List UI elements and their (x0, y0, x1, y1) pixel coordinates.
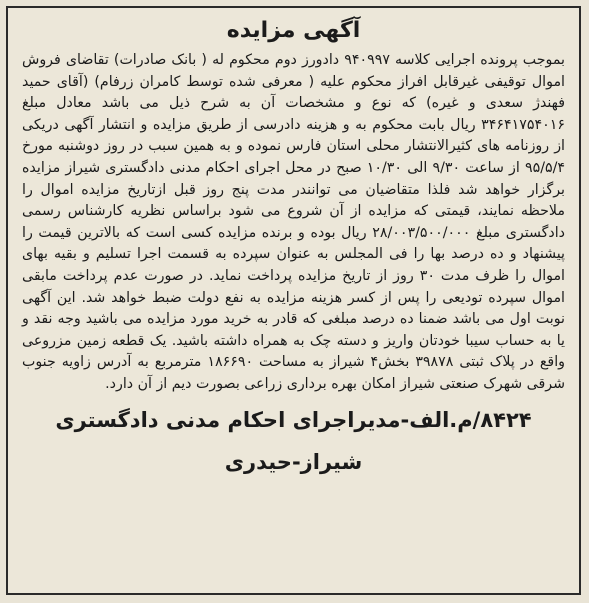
notice-signature-line: ۸۴۲۴/م.الف-مدیراجرای احکام مدنی دادگستری (55, 407, 532, 432)
notice-body: بموجب پرونده اجرایی کلاسه ۹۴۰۹۹۷ دادورز دوم محکوم له ( بانک صادرات) تقاضای فروش اموال توقیفی غیرقابل افراز محکوم علیه ( معرفی شده توسط کامران زرفام) (آقای حمید فهندژ سعدی و غیره) که نوع و مشخصات آن به شرح ذیل می باشد معادل مبلغ ۳۴۶۴۱۷۵۴۰۱۶ ریال بابت محکوم به و هزینه دادرسی از طریق مزایده و انتشار آگهی دریکی از روزنامه های کثیرالانتشار محلی استان فارس نموده و به همین سبب در روز دوشنبه مورخ ۹۵/۵/۴ از ساعت ۹/۳۰ الی ۱۰/۳۰ صبح در محل اجرای احکام مدنی دادگستری شیراز مزایده برگزار خواهد شد فلذا متقاضیان می توانندر مدت پنج روز قبل ازتاریخ مزایده اموال را ملاحظه نمایند، قیمتی که مزایده از آن شروع می شود براساس نظریه کارشناس رسمی دادگستری مبلغ ۲۸/۰۰۳/۵۰۰/۰۰۰ ریال بوده و برنده مزایده کسی است که بالاترین قیمت را پیشنهاد و ده درصد بها را فی المجلس به عنوان سپرده به قسمت اجرا تسلیم و بقیه بهای اموال را ظرف مدت ۳۰ روز از تاریخ مزایده پرداخت نماید. در صورت عدم پرداخت مابقی اموال سپرده تودیعی را پس از کسر هزینه مزایده به نفع دولت ضبط خواهد شد. این آگهی نوبت اول می باشد ضمنا ده درصد مبلغی که قادر به خرید مورد مزایده می باشید وجه نقد و یا به حساب سیبا خودتان واریز و دسته چک به همراه داشته باشید. یک قطعه زمین مزروعی واقع در پلاک ثبتی ۳۹۸۷۸ بخش۴ شیراز به مساحت ۱۸۶۶۹۰ مترمربع به آدرس زاویه جنوب شرقی شهرک صنعتی شیراز امکان بهره برداری زراعی بصورت دیم از آن دارد. (22, 52, 566, 392)
notice-title: آگهی مزایده (226, 18, 361, 43)
notice-signature-name: شیراز-حیدری (224, 449, 363, 474)
auction-notice (6, 6, 581, 595)
